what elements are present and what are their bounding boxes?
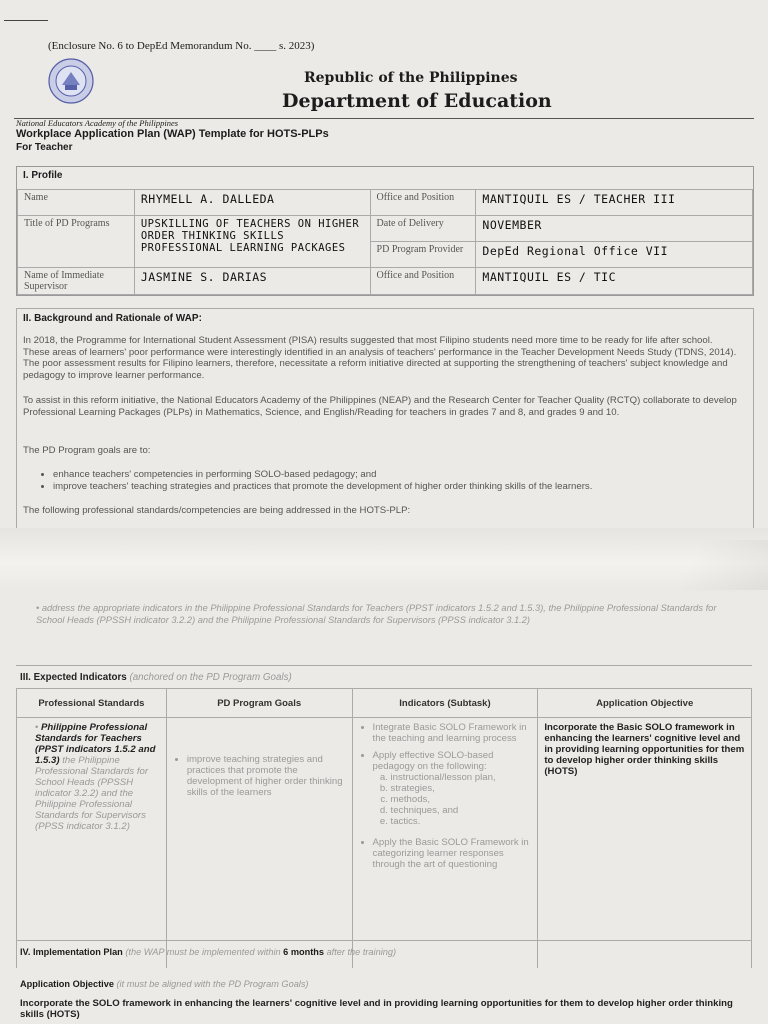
name-field[interactable]: RHYMELL A. DALLEDA — [134, 190, 370, 216]
column-header: Indicators (Subtask) — [352, 689, 538, 718]
application-objective-label: Application Objective (it must be aligned with the PD Program Goals) — [20, 979, 309, 989]
list-item: • Integrate Basic SOLO Framework in the teaching and learning process — [373, 722, 532, 744]
name-label: Name — [18, 190, 135, 216]
pd-provider-label: PD Program Provider — [370, 242, 476, 268]
list-item: e. tactics. — [391, 816, 532, 827]
fold-shadow — [640, 540, 768, 590]
list-item: • enhance teachers' competencies in performing SOLO-based pedagogy; and — [53, 469, 592, 481]
list-item: d. techniques, and — [391, 805, 532, 816]
table-row — [17, 718, 752, 969]
profile-row — [18, 190, 753, 216]
document-title: Workplace Application Plan (WAP) Template for HOTS-PLPs — [16, 128, 329, 140]
indicators-header-row — [17, 689, 752, 718]
pd-provider-field[interactable]: DepEd Regional Office VII — [476, 242, 753, 268]
indicators-heading: III. Expected Indicators (anchored on the PD Program Goals) — [20, 672, 292, 683]
supervisor-office-field[interactable]: MANTIQUIL ES / TIC — [476, 268, 753, 295]
column-header: PD Program Goals — [166, 689, 352, 718]
list-item: b. strategies, — [391, 783, 532, 794]
section-divider — [16, 665, 752, 666]
office-position-label: Office and Position — [370, 190, 476, 216]
background-paragraph-1: In 2018, the Programme for International Student Assessment (PISA) results suggested that most Filipino students need more time to be ready for life after school. These areas of learners' poor performance were interestingly identified in an analysis of teachers' performance in the Teacher Development Needs Study (TDNS, 2014). The poor assessment results for Filipino learners, therefore, necessitate a reform initiative directed at supporting the strengthening of teachers' subject knowledge and pedagogy to improve learner performance. — [23, 335, 737, 381]
profile-row — [18, 268, 753, 295]
background-section — [16, 308, 754, 530]
indicators-table — [16, 688, 752, 968]
document-subtitle: For Teacher — [16, 142, 73, 153]
list-item: a. instructional/lesson plan, — [391, 772, 532, 783]
date-of-delivery-field[interactable]: NOVEMBER — [476, 216, 753, 242]
supervisor-label: Name of Immediate Supervisor — [18, 268, 135, 295]
pd-programs-field[interactable]: UPSKILLING OF TEACHERS ON HIGHER ORDER THINKING SKILLS PROFESSIONAL LEARNING PACKAGES — [134, 216, 370, 268]
profile-row — [18, 216, 753, 242]
list-item: • improve teachers' teaching strategies and practices that promote the development of higher order thinking skills of the learners. — [53, 481, 592, 493]
list-item: • Apply effective SOLO-based pedagogy on the following: a. instructional/lesson plan, b. strategies, c. methods, d. techniques, and e. tactics. — [373, 750, 532, 827]
pd-goals-cell — [166, 718, 352, 969]
application-objective-text: Incorporate the SOLO framework in enhancing the learners' cognitive level and in providing learning opportunities for them to develop higher order thinking skills (HOTS) — [20, 998, 733, 1020]
application-objective-cell: Incorporate the Basic SOLO framework in enhancing the learners' cognitive level and in providing learning opportunities for them to develop higher order thinking skills (HOTS) — [538, 718, 752, 969]
pd-programs-label: Title of PD Programs — [18, 216, 135, 268]
column-header: Application Objective — [538, 689, 752, 718]
standards-note: • address the appropriate indicators in the Philippine Professional Standards for Teachers (PPST indicators 1.5.2 and 1.5.3), the Philippine Professional Standards for School Heads (PPSSH indicator 3.2.2) and the Philippine Professional Standards for Supervisors (PPSS indicator 3.1.2) — [36, 603, 717, 625]
profile-table — [17, 189, 753, 295]
profile-section — [16, 166, 754, 296]
goals-intro: The PD Program goals are to: — [23, 445, 151, 456]
deped-seal-icon — [48, 58, 94, 104]
department-heading: Department of Education — [282, 90, 552, 112]
subtasks-cell — [352, 718, 538, 969]
professional-standards-cell: • Philippine Professional Standards for Teachers (PPST indicators 1.5.2 and 1.5.3) the Philippine Professional Standards for School Heads (PPSSH indicator 3.2.2) and the Philippine Professional Standards for Supervisors (PPSS indicator 3.1.2) — [17, 718, 167, 969]
list-item: • Apply the Basic SOLO Framework in categorizing learner responses through the art of questioning — [373, 837, 532, 870]
list-item: • improve teaching strategies and practices that promote the development of higher order thinking skills of the learners — [187, 754, 346, 798]
list-item: c. methods, — [391, 794, 532, 805]
column-header: Professional Standards — [17, 689, 167, 718]
corner-mark — [4, 20, 48, 21]
standards-intro: The following professional standards/competencies are being addressed in the HOTS-PLP: — [23, 505, 411, 516]
date-of-delivery-label: Date of Delivery — [370, 216, 476, 242]
enclosure-note: (Enclosure No. 6 to DepEd Memorandum No. ____ s. 2023) — [48, 40, 315, 52]
background-paragraph-2: To assist in this reform initiative, the National Educators Academy of the Philippines (NEAP) and the Research Center for Teacher Quality (RCTQ) collaborate to develop Professional Learning Packages (PLPs) in Mathematics, Science, and English/Reading for teachers in grades 7 and 8, and grades 9 and 10. — [23, 395, 737, 418]
section-divider — [16, 940, 752, 941]
goals-list — [37, 469, 592, 492]
implementation-heading: IV. Implementation Plan (the WAP must be implemented within 6 months after the training) — [20, 947, 397, 957]
supervisor-field[interactable]: JASMINE S. DARIAS — [134, 268, 370, 295]
supervisor-office-label: Office and Position — [370, 268, 476, 295]
background-heading: II. Background and Rationale of WAP: — [23, 313, 202, 324]
republic-heading: Republic of the Philippines — [304, 70, 518, 86]
office-position-field[interactable]: MANTIQUIL ES / TEACHER III — [476, 190, 753, 216]
academy-name: National Educators Academy of the Philippines — [16, 118, 179, 128]
profile-heading: I. Profile — [23, 170, 63, 181]
